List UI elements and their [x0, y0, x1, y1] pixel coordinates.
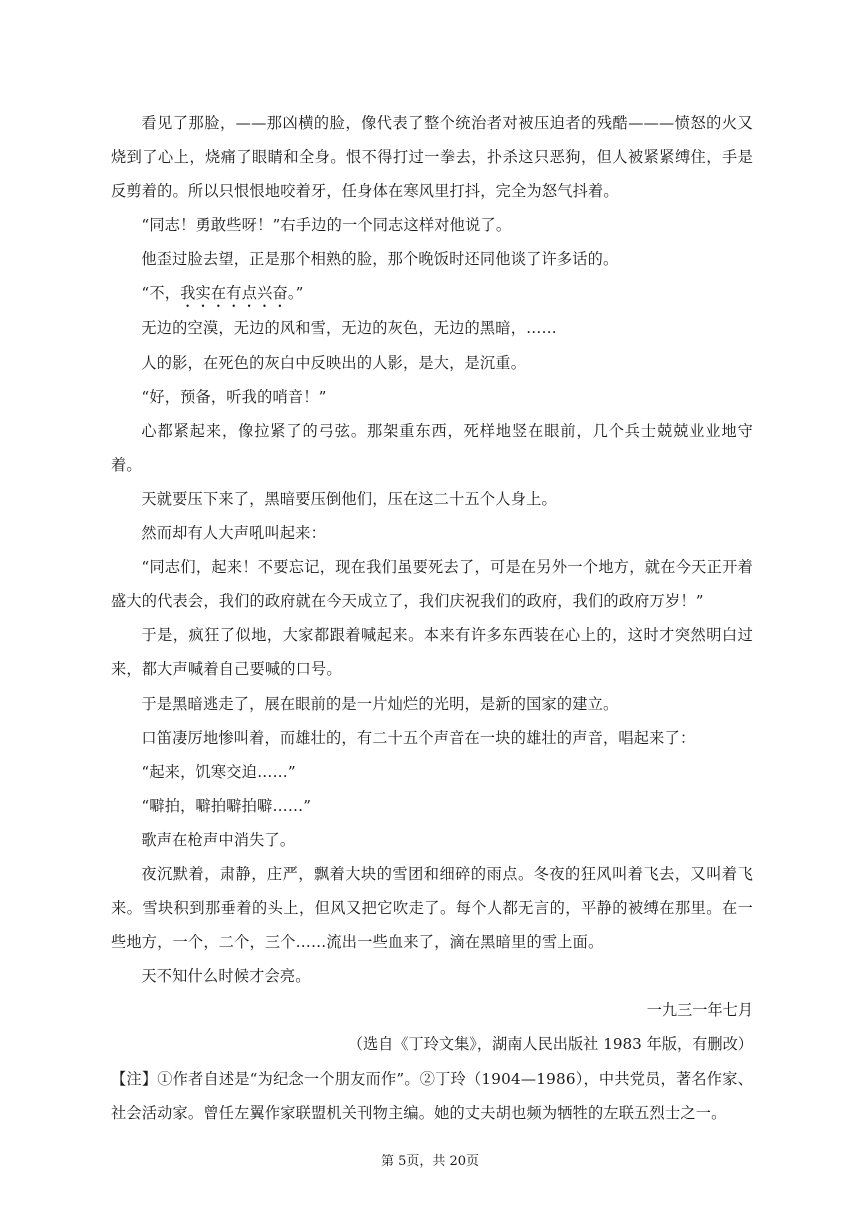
paragraph: 天不知什么时候才会亮。 [141, 967, 311, 986]
footnote: 【注】①作者自述是“为纪念一个朋友而作”。②丁玲（1904—1986），中共党员，著名作家、社会活动家。曾任左翼作家联盟机关刊物主编。她的丈夫胡也频为牺牲的左联五烈士之一。 [111, 1069, 753, 1122]
paragraph: 歌声在枪声中消失了。 [141, 830, 296, 849]
paragraph: 无边的空漠，无边的风和雪，无边的灰色，无边的黑暗，…… [141, 319, 557, 338]
source-line: （选自《丁玲文集》，湖南人民出版社 1983 年版，有删改） [347, 1035, 753, 1054]
paragraph: “同志们，起来！不要忘记，现在我们虽要死去了，可是在另外一个地方，就在今天正开着盛大的代表会，我们的政府就在今天成立了，我们庆祝我们的政府，我们的政府万岁！” [111, 558, 753, 611]
paragraph: 口笛凄厉地惨叫着，而雄壮的，有二十五个声音在一块的雄壮的声音，唱起来了： [141, 728, 696, 747]
paragraph: “噼拍，噼拍噼拍噼……” [141, 796, 312, 815]
page-footer: 第 5页，共 20页 [380, 1154, 480, 1169]
paragraph: 心都紧起来，像拉紧了的弓弦。那架重东西，死样地竖在眼前，几个兵士兢兢业业地守着。 [111, 421, 753, 474]
paragraph: 于是，疯狂了似地，大家都跟着喊起来。本来有许多东西装在心上的，这时才突然明白过来，都大声喊着自己要喊的口号。 [111, 626, 753, 679]
paragraph: 他歪过脸去望，正是那个相熟的脸，那个晚饭时还同他谈了许多话的。 [141, 250, 619, 269]
paragraph: 天就要压下来了，黑暗要压倒他们，压在这二十五个人身上。 [141, 489, 557, 508]
emphasis-dotted-text: 我实在有点兴奋 [180, 284, 288, 303]
paragraph: 看见了那脸，——那凶横的脸，像代表了整个统治者对被压迫者的残酷———愤怒的火又烧到了心上，烧痛了眼睛和全身。恨不得打过一拳去，扑杀这只恶狗，但人被紧紧缚住，手是反剪着的。所以只恨恨地咬着牙，任身体在寒风里打抖，完全为怒气抖着。 [111, 114, 753, 201]
paragraph: “同志！勇敢些呀！”右手边的一个同志这样对他说了。 [141, 216, 512, 235]
paragraph: “好，预备，听我的哨音！” [141, 387, 327, 406]
paragraph: 然而却有人大声吼叫起来： [141, 524, 327, 543]
paragraph: “起来，饥寒交迫……” [141, 762, 296, 781]
paragraph: 夜沉默着，肃静，庄严，飘着大块的雪团和细碎的雨点。冬夜的狂风叫着飞去，又叫着飞来。雪块积到那垂着的头上，但风又把它吹走了。每个人都无言的，平静的被缚在那里。在一些地方，一个，二个，三个……流出一些血来了，滴在黑暗里的雪上面。 [111, 864, 753, 952]
paragraph-emphasized [111, 276, 753, 311]
paragraph: 于是黑暗逃走了，展在眼前的是一片灿烂的光明，是新的国家的建立。 [141, 694, 619, 713]
quote-suffix: 。” [287, 284, 304, 303]
date-line: 一九三一年七月 [646, 1001, 753, 1020]
article-body [111, 106, 753, 1130]
paragraph: 人的影，在死色的灰白中反映出的人影，是大，是沉重。 [141, 353, 527, 372]
quote-prefix: “不， [141, 284, 181, 303]
